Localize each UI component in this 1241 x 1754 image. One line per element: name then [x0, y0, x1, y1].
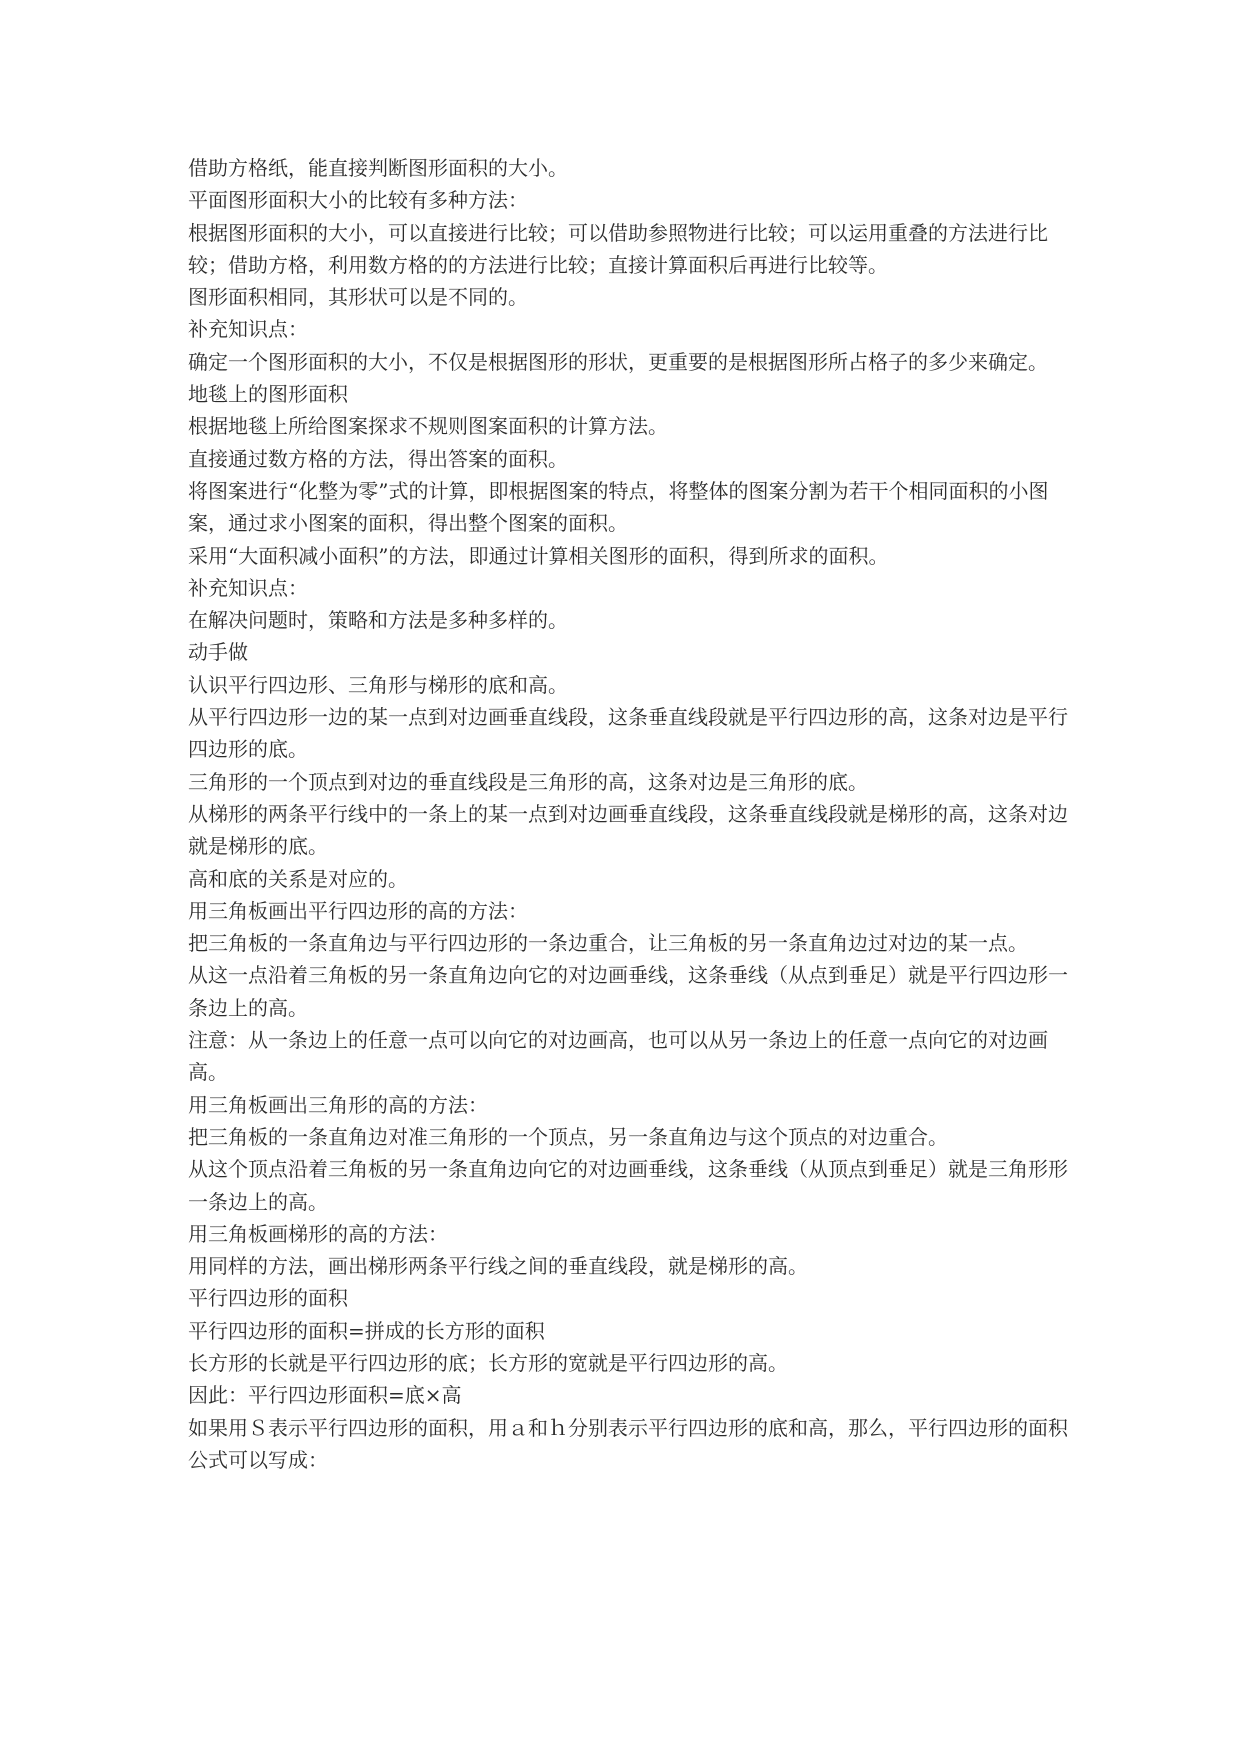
formula-line: 平行四边形的面积=拼成的长方形的面积	[188, 1318, 545, 1343]
section-heading: 地毯上的图形面积	[188, 382, 348, 407]
paragraph: 图形面积相同，其形状可以是不同的。	[188, 285, 528, 310]
paragraph: 用三角板画梯形的高的方法：	[188, 1221, 448, 1246]
paragraph: 根据图形面积的大小，可以直接进行比较；可以借助参照物进行比较；可以运用重叠的方法进行比较；借助方格，利用数方格的的方法进行比较；直接计算面积后再进行比较等。	[188, 220, 1048, 277]
paragraph: 确定一个图形面积的大小，不仅是根据图形的形状，更重要的是根据图形所占格子的多少来确定。	[188, 349, 1048, 374]
paragraph: 用三角板画出平行四边形的高的方法：	[188, 898, 528, 923]
paragraph: 采用“大面积减小面积”的方法，即通过计算相关图形的面积，得到所求的面积。	[188, 543, 889, 568]
paragraph: 从梯形的两条平行线中的一条上的某一点到对边画垂直线段，这条垂直线段就是梯形的高，这条对边就是梯形的底。	[188, 801, 1068, 859]
paragraph: 直接通过数方格的方法，得出答案的面积。	[188, 446, 568, 471]
note-paragraph: 注意：从一条边上的任意一点可以向它的对边画高，也可以从另一条边上的任意一点向它的对边画高。	[188, 1028, 1048, 1085]
paragraph: 三角形的一个顶点到对边的垂直线段是三角形的高，这条对边是三角形的底。	[188, 769, 868, 794]
section-label: 补充知识点：	[188, 575, 308, 600]
paragraph: 从这一点沿着三角板的另一条直角边向它的对边画垂线，这条垂线（从点到垂足）就是平行四边形一条边上的高。	[188, 963, 1068, 1020]
paragraph: 认识平行四边形、三角形与梯形的底和高。	[188, 672, 568, 697]
paragraph: 平面图形面积大小的比较有多种方法：	[188, 188, 528, 213]
paragraph: 用三角板画出三角形的高的方法：	[188, 1092, 488, 1117]
paragraph: 把三角板的一条直角边对准三角形的一个顶点，另一条直角边与这个顶点的对边重合。	[188, 1124, 948, 1149]
paragraph: 用同样的方法，画出梯形两条平行线之间的垂直线段，就是梯形的高。	[188, 1254, 808, 1279]
paragraph: 从这个顶点沿着三角板的另一条直角边向它的对边画垂线，这条垂线（从顶点到垂足）就是三角形形一条边上的高。	[188, 1157, 1068, 1214]
paragraph: 高和底的关系是对应的。	[188, 866, 408, 891]
document-body	[188, 152, 1068, 1476]
paragraph: 根据地毯上所给图案探求不规则图案面积的计算方法。	[188, 414, 668, 439]
paragraph: 将图案进行“化整为零”式的计算，即根据图案的特点，将整体的图案分割为若干个相同面积的小图案，通过求小图案的面积，得出整个图案的面积。	[188, 478, 1049, 536]
paragraph: 在解决问题时，策略和方法是多种多样的。	[188, 608, 568, 633]
paragraph: 从平行四边形一边的某一点到对边画垂直线段，这条垂直线段就是平行四边形的高，这条对边是平行四边形的底。	[188, 705, 1068, 762]
section-heading: 动手做	[188, 640, 248, 665]
section-label: 补充知识点：	[188, 317, 308, 342]
formula-line: 因此：平行四边形面积=底×高	[188, 1383, 462, 1408]
section-heading: 平行四边形的面积	[188, 1286, 348, 1311]
paragraph: 如果用Ｓ表示平行四边形的面积，用ａ和ｈ分别表示平行四边形的底和高，那么，平行四边形的面积公式可以写成：	[188, 1415, 1068, 1472]
paragraph: 长方形的长就是平行四边形的底；长方形的宽就是平行四边形的高。	[188, 1350, 788, 1375]
paragraph: 把三角板的一条直角边与平行四边形的一条边重合，让三角板的另一条直角边过对边的某一点。	[188, 931, 1028, 956]
paragraph: 借助方格纸，能直接判断图形面积的大小。	[188, 156, 568, 180]
